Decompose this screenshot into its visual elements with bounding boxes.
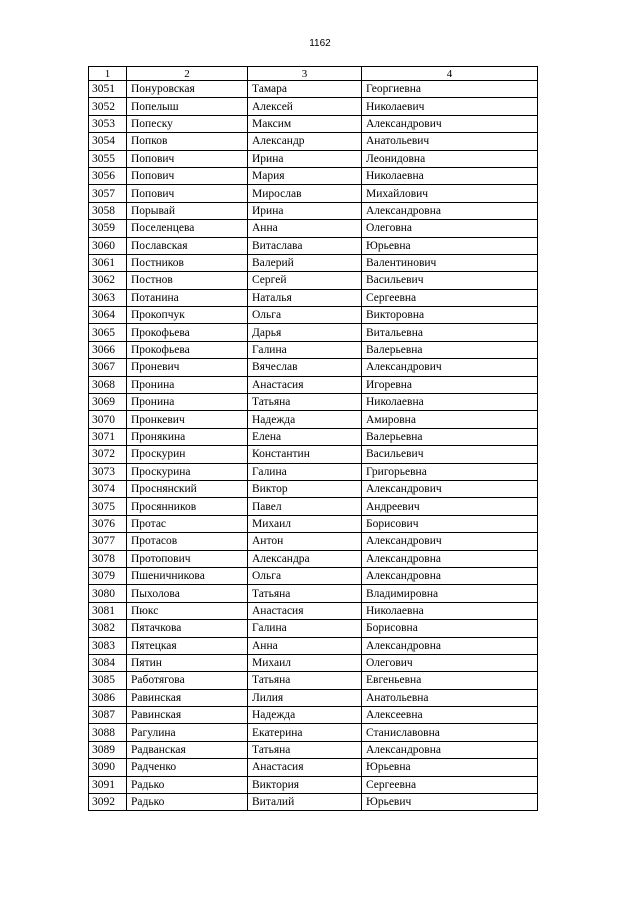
surname-cell: Равинская	[127, 689, 248, 706]
first-name-cell: Виталий	[248, 794, 362, 811]
first-name-cell: Ирина	[248, 150, 362, 167]
patronymic-cell: Александрович	[362, 533, 538, 550]
column-header-number: 1	[89, 67, 127, 81]
patronymic-cell: Васильевич	[362, 446, 538, 463]
first-name-cell: Елена	[248, 428, 362, 445]
patronymic-cell: Сергеевна	[362, 289, 538, 306]
surname-cell: Постников	[127, 254, 248, 271]
table-row	[89, 567, 538, 584]
first-name-cell: Сергей	[248, 272, 362, 289]
patronymic-cell: Валерьевна	[362, 428, 538, 445]
table-row	[89, 498, 538, 515]
patronymic-cell: Николаевна	[362, 602, 538, 619]
first-name-cell: Вячеслав	[248, 359, 362, 376]
row-number-cell: 3061	[89, 254, 127, 271]
surname-cell: Протас	[127, 515, 248, 532]
column-header-surname: 2	[127, 67, 248, 81]
first-name-cell: Ольга	[248, 307, 362, 324]
table-row	[89, 289, 538, 306]
row-number-cell: 3089	[89, 741, 127, 758]
patronymic-cell: Алексеевна	[362, 707, 538, 724]
table-row	[89, 115, 538, 132]
row-number-cell: 3076	[89, 515, 127, 532]
surname-cell: Попович	[127, 185, 248, 202]
surname-cell: Протасов	[127, 533, 248, 550]
row-number-cell: 3086	[89, 689, 127, 706]
patronymic-cell: Григорьевна	[362, 463, 538, 480]
row-number-cell: 3074	[89, 480, 127, 497]
table-row	[89, 220, 538, 237]
row-number-cell: 3062	[89, 272, 127, 289]
table-row	[89, 602, 538, 619]
first-name-cell: Тамара	[248, 81, 362, 98]
row-number-cell: 3083	[89, 637, 127, 654]
table-row	[89, 81, 538, 98]
table-row	[89, 637, 538, 654]
table-row	[89, 654, 538, 671]
table-row	[89, 759, 538, 776]
first-name-cell: Татьяна	[248, 585, 362, 602]
first-name-cell: Анна	[248, 637, 362, 654]
row-number-cell: 3054	[89, 133, 127, 150]
first-name-cell: Максим	[248, 115, 362, 132]
row-number-cell: 3090	[89, 759, 127, 776]
row-number-cell: 3079	[89, 567, 127, 584]
table-row	[89, 254, 538, 271]
row-number-cell: 3065	[89, 324, 127, 341]
surname-cell: Попелыш	[127, 98, 248, 115]
first-name-cell: Татьяна	[248, 741, 362, 758]
first-name-cell: Анастасия	[248, 759, 362, 776]
surname-cell: Радченко	[127, 759, 248, 776]
table-row	[89, 672, 538, 689]
first-name-cell: Мирослав	[248, 185, 362, 202]
surname-cell: Пятачкова	[127, 620, 248, 637]
surname-cell: Пославская	[127, 237, 248, 254]
column-header-patronymic: 4	[362, 67, 538, 81]
first-name-cell: Анна	[248, 220, 362, 237]
row-number-cell: 3063	[89, 289, 127, 306]
patronymic-cell: Амировна	[362, 411, 538, 428]
patronymic-cell: Александрович	[362, 115, 538, 132]
row-number-cell: 3056	[89, 167, 127, 184]
surname-cell: Просянников	[127, 498, 248, 515]
surname-cell: Попович	[127, 167, 248, 184]
row-number-cell: 3078	[89, 550, 127, 567]
column-header-first-name: 3	[248, 67, 362, 81]
surname-cell: Работягова	[127, 672, 248, 689]
table-row	[89, 272, 538, 289]
patronymic-cell: Викторовна	[362, 307, 538, 324]
table-row	[89, 741, 538, 758]
table-row	[89, 411, 538, 428]
page-number: 1162	[309, 38, 331, 49]
row-number-cell: 3068	[89, 376, 127, 393]
surname-cell: Радько	[127, 794, 248, 811]
first-name-cell: Ирина	[248, 202, 362, 219]
table-row	[89, 428, 538, 445]
row-number-cell: 3052	[89, 98, 127, 115]
row-number-cell: 3080	[89, 585, 127, 602]
surname-cell: Пронякина	[127, 428, 248, 445]
surname-cell: Рагулина	[127, 724, 248, 741]
table-header	[89, 67, 538, 81]
first-name-cell: Антон	[248, 533, 362, 550]
first-name-cell: Анастасия	[248, 376, 362, 393]
first-name-cell: Валерий	[248, 254, 362, 271]
table-row	[89, 689, 538, 706]
table-row	[89, 237, 538, 254]
first-name-cell: Галина	[248, 620, 362, 637]
row-number-cell: 3088	[89, 724, 127, 741]
surname-cell: Равинская	[127, 707, 248, 724]
surname-cell: Попков	[127, 133, 248, 150]
patronymic-cell: Анатольевна	[362, 689, 538, 706]
patronymic-cell: Валерьевна	[362, 341, 538, 358]
row-number-cell: 3057	[89, 185, 127, 202]
table-row	[89, 724, 538, 741]
surname-cell: Радванская	[127, 741, 248, 758]
first-name-cell: Надежда	[248, 707, 362, 724]
surname-cell: Прокофьева	[127, 324, 248, 341]
row-number-cell: 3075	[89, 498, 127, 515]
surname-cell: Проневич	[127, 359, 248, 376]
header-row	[89, 67, 538, 81]
surname-cell: Понуровская	[127, 81, 248, 98]
patronymic-cell: Валентинович	[362, 254, 538, 271]
table-row	[89, 463, 538, 480]
table-row	[89, 167, 538, 184]
first-name-cell: Константин	[248, 446, 362, 463]
surname-cell: Пронина	[127, 394, 248, 411]
row-number-cell: 3091	[89, 776, 127, 793]
row-number-cell: 3077	[89, 533, 127, 550]
table-row	[89, 480, 538, 497]
patronymic-cell: Юрьевич	[362, 794, 538, 811]
first-name-cell: Екатерина	[248, 724, 362, 741]
table-row	[89, 98, 538, 115]
table-row	[89, 376, 538, 393]
patronymic-cell: Олеговна	[362, 220, 538, 237]
patronymic-cell: Андреевич	[362, 498, 538, 515]
row-number-cell: 3055	[89, 150, 127, 167]
patronymic-cell: Михайлович	[362, 185, 538, 202]
table-row	[89, 307, 538, 324]
row-number-cell: 3059	[89, 220, 127, 237]
first-name-cell: Мария	[248, 167, 362, 184]
table-row	[89, 707, 538, 724]
table-row	[89, 394, 538, 411]
patronymic-cell: Витальевна	[362, 324, 538, 341]
table-row	[89, 359, 538, 376]
surname-cell: Проскурина	[127, 463, 248, 480]
patronymic-cell: Анатольевич	[362, 133, 538, 150]
patronymic-cell: Юрьевна	[362, 759, 538, 776]
surname-cell: Проснянский	[127, 480, 248, 497]
surname-cell: Пыхолова	[127, 585, 248, 602]
row-number-cell: 3084	[89, 654, 127, 671]
registry-table	[88, 66, 538, 811]
patronymic-cell: Станиславовна	[362, 724, 538, 741]
surname-cell: Пятин	[127, 654, 248, 671]
patronymic-cell: Александровна	[362, 550, 538, 567]
first-name-cell: Галина	[248, 463, 362, 480]
patronymic-cell: Александрович	[362, 359, 538, 376]
table-row	[89, 515, 538, 532]
row-number-cell: 3073	[89, 463, 127, 480]
patronymic-cell: Александровна	[362, 741, 538, 758]
first-name-cell: Надежда	[248, 411, 362, 428]
patronymic-cell: Владимировна	[362, 585, 538, 602]
surname-cell: Прокопчук	[127, 307, 248, 324]
surname-cell: Поселенцева	[127, 220, 248, 237]
patronymic-cell: Александрович	[362, 480, 538, 497]
row-number-cell: 3092	[89, 794, 127, 811]
table-row	[89, 133, 538, 150]
first-name-cell: Лилия	[248, 689, 362, 706]
patronymic-cell: Николаевич	[362, 98, 538, 115]
row-number-cell: 3085	[89, 672, 127, 689]
surname-cell: Пюкс	[127, 602, 248, 619]
row-number-cell: 3069	[89, 394, 127, 411]
row-number-cell: 3070	[89, 411, 127, 428]
patronymic-cell: Николаевна	[362, 394, 538, 411]
surname-cell: Протопович	[127, 550, 248, 567]
surname-cell: Пронкевич	[127, 411, 248, 428]
first-name-cell: Михаил	[248, 515, 362, 532]
first-name-cell: Татьяна	[248, 672, 362, 689]
table-row	[89, 620, 538, 637]
patronymic-cell: Сергеевна	[362, 776, 538, 793]
table-row	[89, 794, 538, 811]
table-row	[89, 185, 538, 202]
patronymic-cell: Леонидовна	[362, 150, 538, 167]
table-row	[89, 585, 538, 602]
table-body	[89, 81, 538, 811]
first-name-cell: Виктория	[248, 776, 362, 793]
patronymic-cell: Борисовна	[362, 620, 538, 637]
patronymic-cell: Евгеньевна	[362, 672, 538, 689]
surname-cell: Порывай	[127, 202, 248, 219]
table-row	[89, 150, 538, 167]
row-number-cell: 3051	[89, 81, 127, 98]
row-number-cell: 3053	[89, 115, 127, 132]
table-row	[89, 550, 538, 567]
first-name-cell: Михаил	[248, 654, 362, 671]
first-name-cell: Витаслава	[248, 237, 362, 254]
row-number-cell: 3058	[89, 202, 127, 219]
table-row	[89, 202, 538, 219]
surname-cell: Пронина	[127, 376, 248, 393]
first-name-cell: Виктор	[248, 480, 362, 497]
row-number-cell: 3071	[89, 428, 127, 445]
patronymic-cell: Игоревна	[362, 376, 538, 393]
row-number-cell: 3067	[89, 359, 127, 376]
row-number-cell: 3082	[89, 620, 127, 637]
patronymic-cell: Борисович	[362, 515, 538, 532]
patronymic-cell: Александровна	[362, 567, 538, 584]
surname-cell: Потанина	[127, 289, 248, 306]
table-row	[89, 533, 538, 550]
patronymic-cell: Георгиевна	[362, 81, 538, 98]
first-name-cell: Наталья	[248, 289, 362, 306]
row-number-cell: 3066	[89, 341, 127, 358]
first-name-cell: Татьяна	[248, 394, 362, 411]
first-name-cell: Ольга	[248, 567, 362, 584]
patronymic-cell: Александровна	[362, 637, 538, 654]
surname-cell: Проскурин	[127, 446, 248, 463]
first-name-cell: Дарья	[248, 324, 362, 341]
surname-cell: Постнов	[127, 272, 248, 289]
surname-cell: Пшеничникова	[127, 567, 248, 584]
first-name-cell: Галина	[248, 341, 362, 358]
table-row	[89, 776, 538, 793]
row-number-cell: 3081	[89, 602, 127, 619]
patronymic-cell: Юрьевна	[362, 237, 538, 254]
surname-cell: Попович	[127, 150, 248, 167]
row-number-cell: 3060	[89, 237, 127, 254]
table-row	[89, 446, 538, 463]
first-name-cell: Павел	[248, 498, 362, 515]
first-name-cell: Александр	[248, 133, 362, 150]
surname-cell: Попеску	[127, 115, 248, 132]
surname-cell: Пятецкая	[127, 637, 248, 654]
patronymic-cell: Николаевна	[362, 167, 538, 184]
row-number-cell: 3072	[89, 446, 127, 463]
first-name-cell: Анастасия	[248, 602, 362, 619]
first-name-cell: Александра	[248, 550, 362, 567]
row-number-cell: 3087	[89, 707, 127, 724]
surname-cell: Радько	[127, 776, 248, 793]
first-name-cell: Алексей	[248, 98, 362, 115]
surname-cell: Прокофьева	[127, 341, 248, 358]
table-row	[89, 341, 538, 358]
patronymic-cell: Александровна	[362, 202, 538, 219]
table-row	[89, 324, 538, 341]
row-number-cell: 3064	[89, 307, 127, 324]
patronymic-cell: Васильевич	[362, 272, 538, 289]
patronymic-cell: Олегович	[362, 654, 538, 671]
